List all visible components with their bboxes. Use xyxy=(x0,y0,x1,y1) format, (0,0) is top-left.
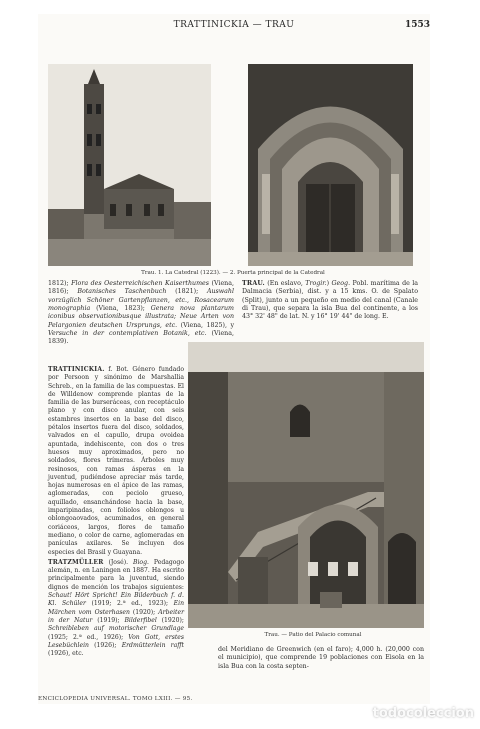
running-title: TRATTINICKIA — TRAU xyxy=(173,20,295,30)
entry-trattinick-continued: 1812); Flora des Oesterreichischen Kaiserthumes (Viena, 1816); Botanisches Taschenbuch (1821); Auswahl vorzüglich Schöner Gartenpflanzen, etc., Rosacearum monographia (Viena, 1823); Genera nova plantarum iconibus observationibusque illustrata; Neue Arten von Pelargonien deutschen Ursprungs, etc. (Viena, 1825), y Versuche in der contemplativen Botanik, etc. (Viena, 1839). xyxy=(48,280,235,346)
entry-trau-continued: del Meridiano de Greenwich (en el faro); 4,000 h. (20,000 con el municipio), que comprende 19 poblaciones con Eisola en la isla Bua con la costa septen- xyxy=(218,646,424,670)
entry-trattinickia: TRATTINICKIA. f. Bot. Género fundado por Persoon y sinónimo de Marshallia Schreb., en la familia de las compuestas. El de Willdenow comprende plantas de la familia de las burseráceas, con receptáculo plano y con disco anular, con seis estambres insertos en la base del disco, pétalos insertos fuera del disco, soldados, valvados en el capullo, drupa ovoidea apuntada, indehiscente, con dos o tres huesos muy aproximados, pero no soldados, flores trímeras. Árboles muy resinosos, con ramas ásperas en la juventud, pudiéndose apreciar más tarde, hojas numerosas en el ápice de las ramas, aglomeradas, con peciolo grueso, aquillado, ensanchándose hacia la base, imparipinadas, con foliolos oblongos u oblongoaovados, acuminados, en general coriáceos, largos, flores de tamaño mediano, o color de carne, aglomeradas en panículas axilares. Se incluyen dos especies del Brasil y Guayana. TRATZMÜLLER (José). Biog. Pedagogo alemán, n. en Laningen en 1887. Ha escrito principalmente para la juventud, siendo dignos de mención los trabajos siguientes: Schaut! Hört Spricht! Ein Bilderbuch f. d. Kl. Schüler (1919; 2.ª ed., 1923); Ein Märchen vom Osterhasen (1920); Arbeiter in der Natur (1919); Bilderfibel (1920); Schreibleben auf motorischer Grundlage (1925; 2.ª ed., 1926); Von Gott, erstes Lesebüchlein (1926); Erdmütterlein rafft (1926), etc. xyxy=(48,366,184,658)
entry-tratzmuller: TRATZMÜLLER (José). Biog. Pedagogo alemán, n. en Laningen en 1887. Ha escrito principalmente para la juventud, siendo dignos de mención los trabajos siguientes: Schaut! Hört Spricht! Ein Bilderbuch f. d. Kl. Schüler (1919; 2.ª ed., 1923); Ein Märchen vom Osterhasen (1920); Arbeiter in der Natur (1919); Bilderfibel (1920); Schreibleben auf motorischer Grundlage (1925; 2.ª ed., 1926); Von Gott, erstes Lesebüchlein (1926); Erdmütterlein rafft (1926), etc. xyxy=(48,558,184,658)
caption-courtyard: Trau. — Patio del Palacio comunal xyxy=(264,632,362,638)
running-head xyxy=(38,20,430,34)
page-number: 1553 xyxy=(404,20,430,30)
cathedral-portal-photo xyxy=(248,64,413,266)
cathedral-photo xyxy=(48,64,211,266)
caption-cathedral: Trau. 1. La Catedral (1223). — 2. Puerta principal de la Catedral xyxy=(141,270,325,276)
encyclopedia-page xyxy=(38,14,430,704)
entry-trau: TRAU. (En eslavo, Trogir.) Geog. Pobl. marítima de la Dalmacia (Serbia), dist. y a 15 kms. O. de Spalato (Split), junto a un pequeño en medio del canal (Canale di Trau), que separa la isla Bua del continente, a los 43° 32' 48" de lat. N. y 16° 19' 44" de long. E. xyxy=(242,280,418,321)
courtyard-photo xyxy=(188,342,424,628)
page-footer: ENCICLOPEDIA UNIVERSAL. TOMO LXIII. — 95. xyxy=(38,696,193,702)
watermark-logo: todocoleccion xyxy=(372,706,474,721)
